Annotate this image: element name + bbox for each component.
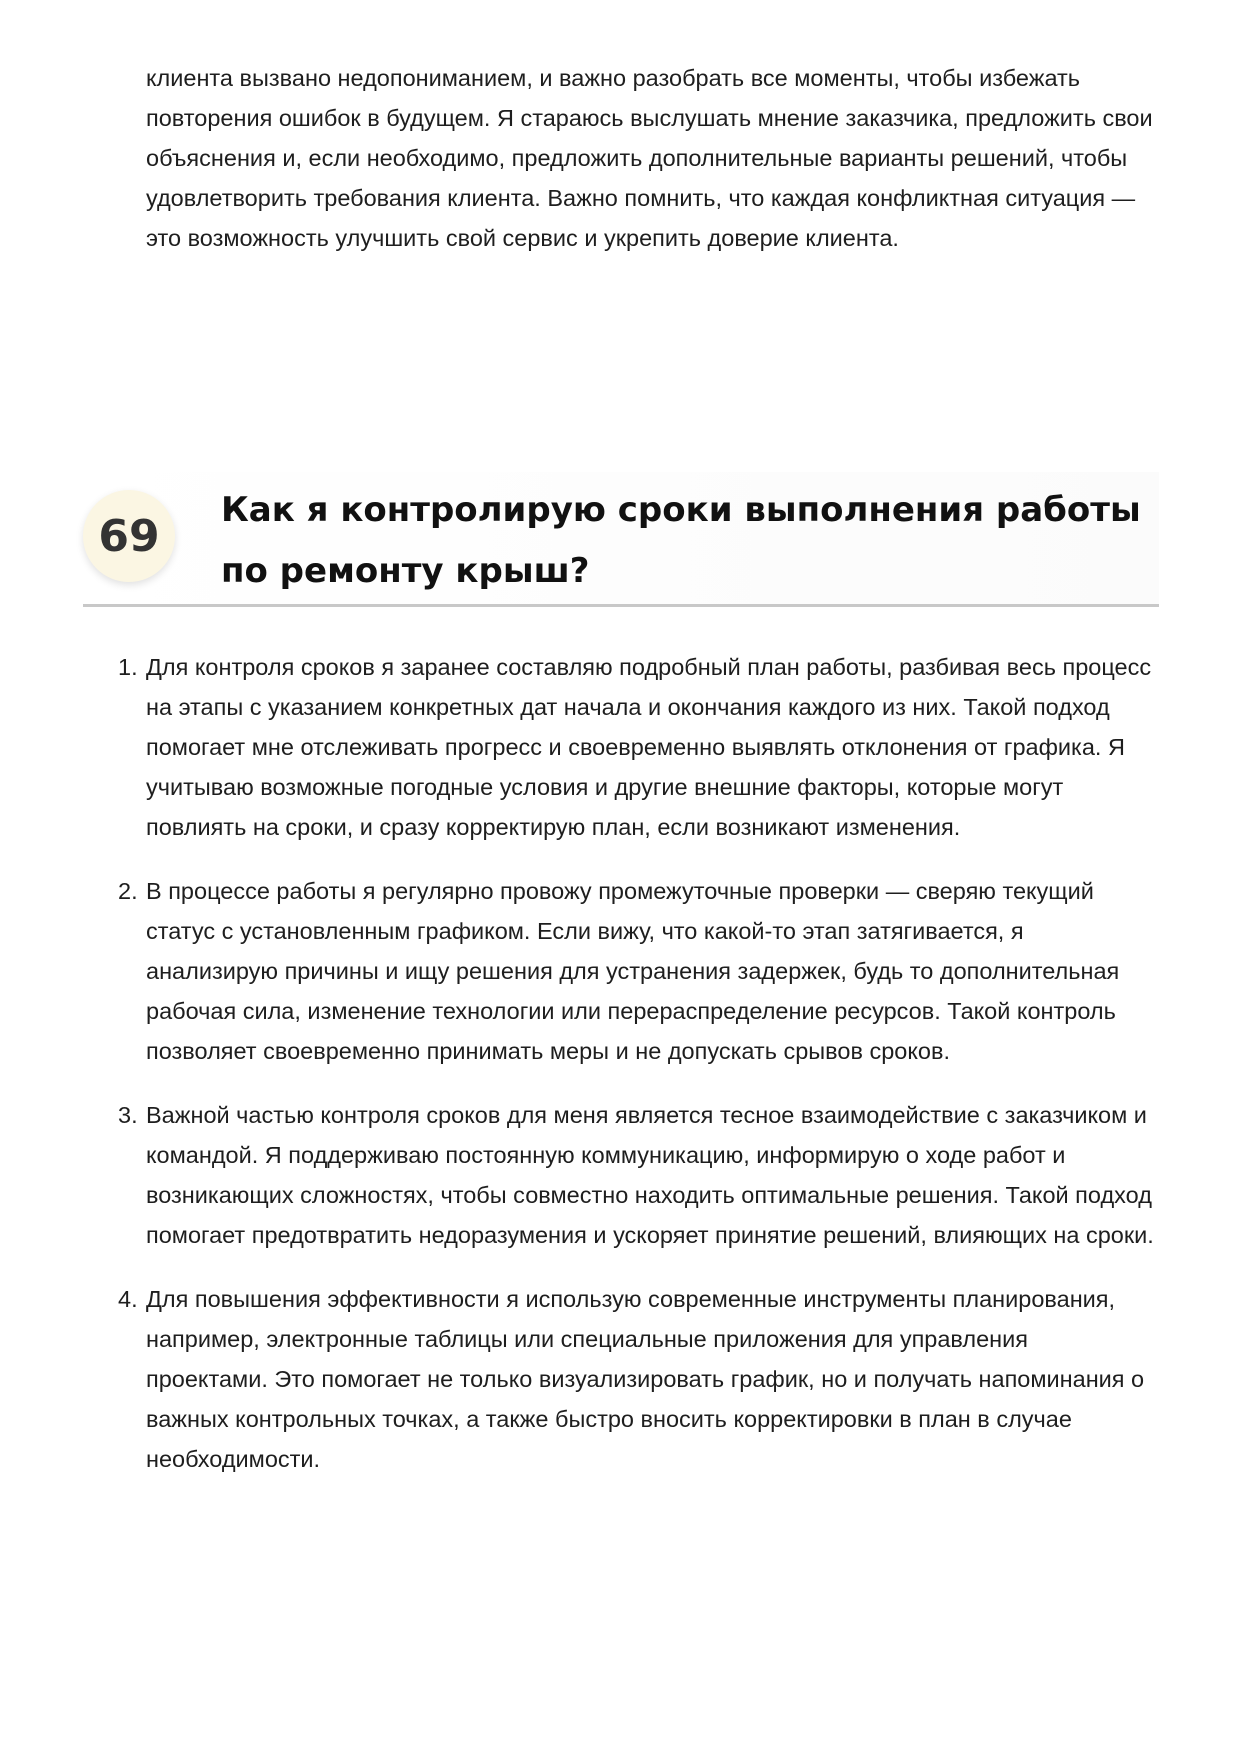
section-title: Как я контролирую сроки выполнения работы по ремонту крыш?: [221, 490, 1141, 591]
answer-item: [118, 1279, 1156, 1479]
intro-paragraph: клиента вызвано недопониманием, и важно разобрать все моменты, чтобы избежать повторения ошибок в будущем. Я стараюсь выслушать мнение заказчика, предложить свои объяснения и, если необходимо, предложить дополнительные варианты решений, чтобы удовлетворить требования клиента. Важно помнить, что каждая конфликтная ситуация — это возможность улучшить свой сервис и укрепить доверие клиента.: [146, 65, 1153, 251]
answer-text: В процессе работы я регулярно провожу промежуточные проверки — сверяю текущий статус с установленным графиком. Если вижу, что какой-то этап затягивается, я анализирую причины и ищу решения для устранения задержек, будь то дополнительная рабочая сила, изменение технологии или перераспределение ресурсов. Такой контроль позволяет своевременно принимать меры и не допускать срывов сроков.: [146, 878, 1120, 1064]
answer-text: Важной частью контроля сроков для меня является тесное взаимодействие с заказчиком и командой. Я поддерживаю постоянную коммуникацию, информирую о ходе работ и возникающих сложностях, чтобы совместно находить оптимальные решения. Такой подход помогает предотвратить недоразумения и ускоряет принятие решений, влияющих на сроки.: [146, 1102, 1154, 1248]
answer-number: 1.: [118, 654, 138, 680]
answer-item: [118, 871, 1156, 1071]
answer-list: [118, 647, 1156, 1503]
question-number-badge: 69: [83, 490, 175, 582]
answer-number: 3.: [118, 1102, 138, 1128]
answer-item: [118, 1095, 1156, 1255]
section-header: [83, 472, 1159, 607]
answer-text: Для повышения эффективности я использую современные инструменты планирования, например, электронные таблицы или специальные приложения для управления проектами. Это помогает не только визуализировать график, но и получать напоминания о важных контрольных точках, а также быстро вносить корректировки в план в случае необходимости.: [146, 1286, 1145, 1472]
answer-item: [118, 647, 1156, 847]
answer-number: 4.: [118, 1286, 138, 1312]
answer-number: 2.: [118, 878, 138, 904]
answer-text: Для контроля сроков я заранее составляю подробный план работы, разбивая весь процесс на этапы с указанием конкретных дат начала и окончания каждого из них. Такой подход помогает мне отслеживать прогресс и своевременно выявлять отклонения от графика. Я учитываю возможные погодные условия и другие внешние факторы, которые могут повлиять на сроки, и сразу корректирую план, если возникают изменения.: [146, 654, 1152, 840]
